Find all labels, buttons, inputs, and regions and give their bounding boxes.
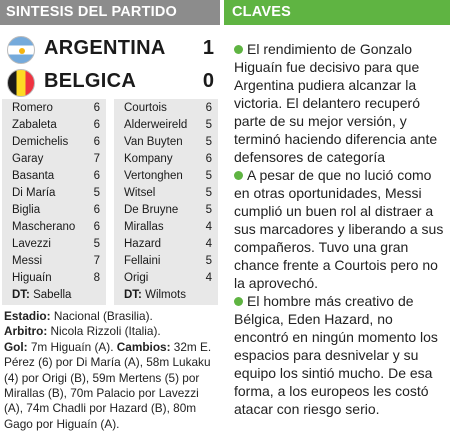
player-name: Fellaini — [124, 255, 161, 267]
player-row — [2, 150, 106, 168]
player-row — [114, 167, 218, 185]
team-score: 1 — [202, 37, 214, 59]
referee-value: Nicola Rizzoli (Italia). — [47, 324, 161, 339]
coach-row — [2, 286, 106, 304]
argentina-lineup — [2, 99, 106, 305]
player-rating: 6 — [93, 102, 100, 114]
team-name: ARGENTINA — [44, 37, 166, 59]
player-name: Van Buyten — [124, 136, 183, 148]
player-rating: 5 — [205, 187, 212, 199]
coach-label: DT: — [124, 289, 142, 301]
player-row — [2, 218, 106, 236]
player-row — [2, 116, 106, 134]
player-rating: 5 — [205, 204, 212, 216]
player-name: Garay — [12, 153, 44, 165]
stadium-label: Estadio: — [4, 309, 51, 323]
player-row — [114, 218, 218, 236]
player-name: Mirallas — [124, 221, 164, 233]
match-summary-header: SINTESIS DEL PARTIDO — [0, 0, 220, 25]
team-belgica — [0, 66, 220, 100]
player-rating: 4 — [205, 272, 212, 284]
player-name: Courtois — [124, 102, 167, 114]
player-row — [114, 252, 218, 270]
claves-list — [234, 40, 448, 418]
referee-line — [4, 324, 218, 339]
player-name: Demichelis — [12, 136, 69, 148]
clave-item — [234, 166, 448, 292]
player-name: Witsel — [124, 187, 156, 199]
goals-and-subs — [4, 340, 218, 432]
player-name: Origi — [124, 272, 149, 284]
player-row — [2, 167, 106, 185]
player-name: Alderweireld — [124, 119, 188, 131]
player-rating: 6 — [93, 119, 100, 131]
player-name: Zabaleta — [12, 119, 57, 131]
clave-text: A pesar de que no lució como en otras oportunidades, Messi cumplió un buen rol al distraer a sus marcadores y liberando a sus compañeros. Tuvo una gran chance frente a Courtois pero no la aprovechó. — [234, 167, 444, 291]
player-row — [114, 116, 218, 134]
player-rating: 5 — [93, 238, 100, 250]
player-name: Kompany — [124, 153, 173, 165]
clave-text: El rendimiento de Gonzalo Higuaín fue decisivo para que Argentina pudiera alcanzar la victoria. El delantero recuperó parte de su mejor versión, y terminó haciendo diferencia ante defensores de categoría — [234, 41, 438, 165]
clave-text: El hombre más creativo de Bélgica, Eden Hazard, no encontró en ningún momento los espacios para desnivelar y su equipo los sintió mucho. De esa forma, a los europeos les costó atacar con riesgo serio. — [234, 293, 438, 417]
player-rating: 6 — [93, 136, 100, 148]
team-score: 0 — [202, 70, 214, 92]
player-row — [2, 201, 106, 219]
player-name: De Bruyne — [124, 204, 179, 216]
stadium-value: Nacional (Brasilia). — [50, 309, 153, 323]
player-row — [2, 252, 106, 270]
coach-name: Sabella — [33, 289, 72, 301]
player-name: Di María — [12, 187, 56, 199]
match-details — [4, 309, 218, 432]
player-name: Higuaín — [12, 272, 52, 284]
player-rating: 5 — [205, 255, 212, 267]
player-name: Mascherano — [12, 221, 76, 233]
player-row — [114, 99, 218, 117]
player-rating: 6 — [205, 102, 212, 114]
player-rating: 7 — [93, 255, 100, 267]
player-row — [114, 201, 218, 219]
player-name: Vertonghen — [124, 170, 183, 182]
clave-item — [234, 292, 448, 418]
player-rating: 8 — [93, 272, 100, 284]
subs-value: 32m E. Pérez (6) por Di María (A), 58m Lukaku (4) por Origi (B), 59m Mertens (5) por Mirallas (B), 70m Palacio por Lavezzi (A), 74m Chadli por Hazard (B), 80m Gago por Higuaín (A). — [4, 339, 212, 431]
subs-label: Cambios: — [116, 339, 171, 354]
clave-item — [234, 40, 448, 166]
player-rating: 5 — [205, 136, 212, 148]
bullet-icon — [234, 45, 243, 54]
player-rating: 4 — [205, 221, 212, 233]
player-name: Hazard — [124, 238, 162, 250]
player-rating: 6 — [93, 221, 100, 233]
player-name: Biglia — [12, 204, 41, 216]
player-name: Lavezzi — [12, 238, 51, 250]
goal-label: Gol: — [4, 339, 28, 354]
stadium-line — [4, 309, 218, 324]
player-row — [2, 235, 106, 253]
bullet-icon — [234, 171, 243, 180]
player-row — [2, 99, 106, 117]
belgium-flag-icon — [7, 69, 35, 97]
player-rating: 5 — [205, 119, 212, 131]
bullet-icon — [234, 297, 243, 306]
player-row — [2, 133, 106, 151]
player-rating: 4 — [205, 238, 212, 250]
player-row — [114, 150, 218, 168]
player-row — [114, 269, 218, 287]
coach-row — [114, 286, 218, 304]
lineups — [2, 99, 218, 305]
player-name: Romero — [12, 102, 53, 114]
player-row — [114, 133, 218, 151]
goal-value: 7m Higuaín (A). — [27, 339, 114, 354]
belgica-lineup — [114, 99, 218, 305]
player-name: Basanta — [12, 170, 55, 182]
claves-header: CLAVES — [224, 0, 450, 25]
player-rating: 6 — [205, 153, 212, 165]
player-rating: 6 — [93, 170, 100, 182]
team-argentina — [0, 33, 220, 67]
player-row — [2, 184, 106, 202]
referee-label: Arbitro: — [4, 324, 48, 339]
player-name: Messi — [12, 255, 43, 267]
player-rating: 6 — [93, 204, 100, 216]
coach-label: DT: — [12, 289, 30, 301]
player-row — [114, 235, 218, 253]
player-rating: 5 — [93, 187, 100, 199]
argentina-flag-icon — [7, 36, 35, 64]
team-name: BELGICA — [44, 70, 137, 92]
player-rating: 5 — [205, 170, 212, 182]
coach-name: Wilmots — [145, 289, 186, 301]
claves-panel — [224, 0, 450, 432]
player-row — [2, 269, 106, 287]
match-summary-panel — [0, 0, 220, 432]
player-rating: 7 — [93, 153, 100, 165]
player-row — [114, 184, 218, 202]
